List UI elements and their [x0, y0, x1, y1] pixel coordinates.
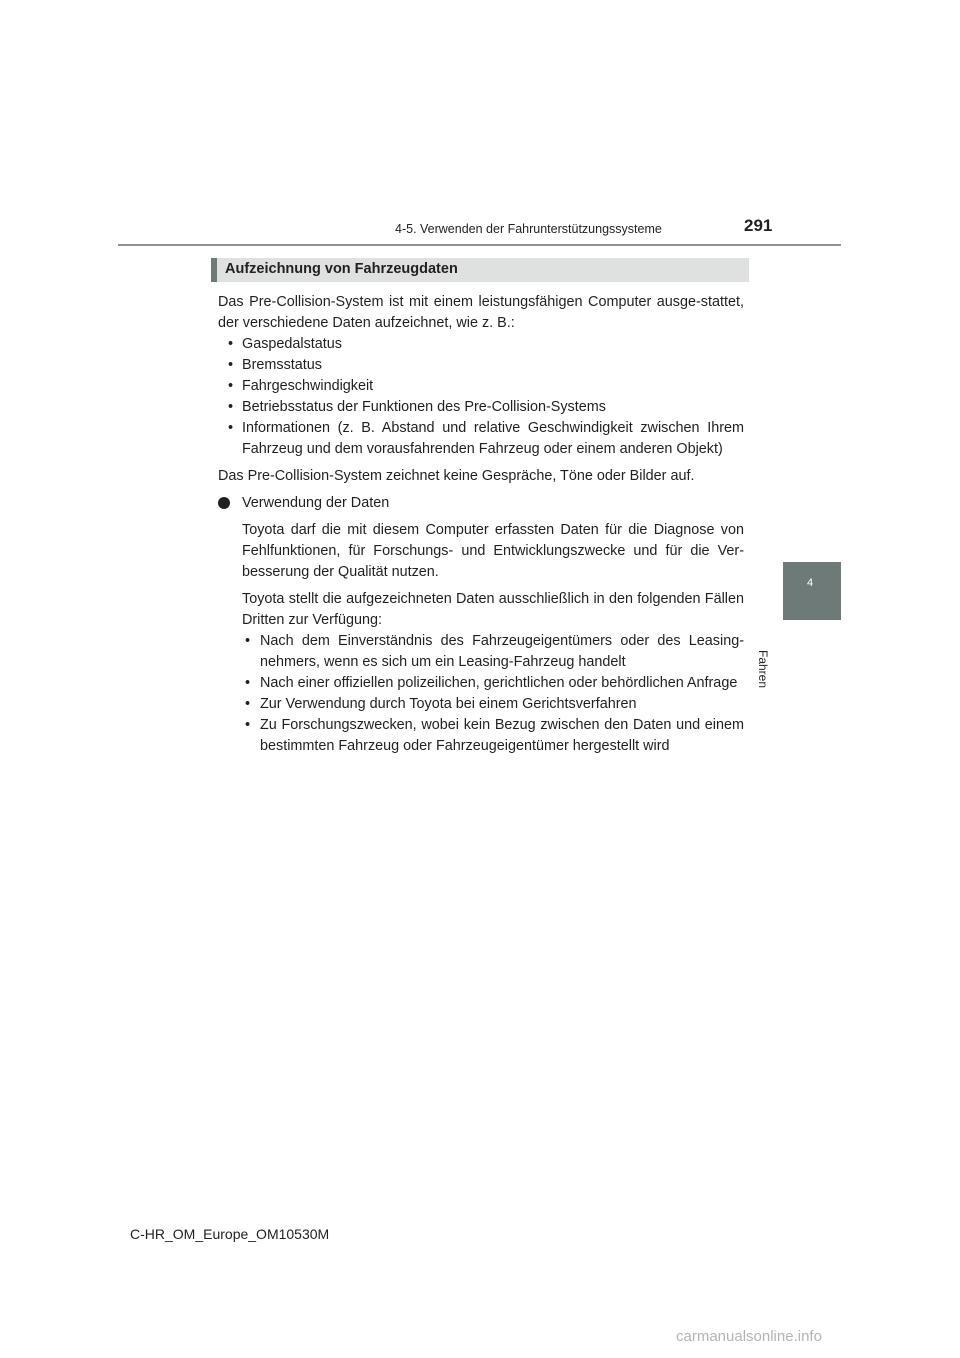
- watermark: carmanualsonline.info: [676, 1328, 822, 1345]
- list-item: • Zu Forschungszwecken, wobei kein Bezug zwischen den Daten und einem bestimmten Fahrzeug oder Fahrzeugeigentümer hergestellt wird: [242, 715, 744, 757]
- third-party-intro: Toyota stellt die aufgezeichneten Daten ausschließlich in den folgenden Fällen Dritten zur Verfügung:: [242, 591, 744, 628]
- list-item: • Betriebsstatus der Funktionen des Pre-Collision-Systems: [218, 397, 744, 418]
- bullet-dot-icon: [218, 497, 230, 509]
- no-recording-note: Das Pre-Collision-System zeichnet keine Gespräche, Töne oder Bilder auf.: [218, 468, 695, 484]
- page-number: 291: [744, 216, 773, 235]
- intro-paragraph: Das Pre-Collision-System ist mit einem leistungsfähigen Computer ausge-stattet, der verschiedene Daten aufzeichnet, wie z. B.:: [218, 294, 744, 331]
- list-item: • Gaspedalstatus: [218, 334, 744, 355]
- chapter-label: Fahren: [756, 650, 770, 689]
- list-item: • Zur Verwendung durch Toyota bei einem Gerichtsverfahren: [242, 694, 744, 715]
- running-header-section: 4-5. Verwenden der Fahrunterstützungssysteme: [395, 222, 662, 236]
- main-content: [218, 292, 744, 757]
- list-item: • Fahrgeschwindigkeit: [218, 376, 744, 397]
- usage-heading-text: Verwendung der Daten: [242, 495, 390, 511]
- chapter-number: 4: [807, 577, 814, 589]
- footer-document-code: C-HR_OM_Europe_OM10530M: [130, 1226, 330, 1242]
- list-item: • Nach dem Einverständnis des Fahrzeugeigentümers oder des Leasing-nehmers, wenn es sich um ein Leasing-Fahrzeug handelt: [242, 631, 744, 673]
- section-title: Aufzeichnung von Fahrzeugdaten: [225, 261, 458, 277]
- third-party-list: [242, 631, 744, 757]
- list-item: • Informationen (z. B. Abstand und relative Geschwindigkeit zwischen Ihrem Fahrzeug und dem vorausfahrenden Fahrzeug oder einem anderen Objekt): [218, 418, 744, 460]
- header-divider: [118, 244, 841, 246]
- usage-paragraph: Toyota darf die mit diesem Computer erfassten Daten für die Diagnose von Fehlfunktionen, für Forschungs- und Entwicklungszwecke und für die Ver-besserung der Qualität nutzen.: [242, 522, 744, 580]
- chapter-tab: [783, 562, 841, 620]
- section-title-bar: [211, 258, 749, 282]
- recorded-data-list: [218, 334, 744, 460]
- usage-heading: [218, 493, 744, 514]
- section-title-accent: [211, 258, 217, 282]
- list-item: • Bremsstatus: [218, 355, 744, 376]
- list-item: • Nach einer offiziellen polizeilichen, gerichtlichen oder behördlichen Anfrage: [242, 673, 744, 694]
